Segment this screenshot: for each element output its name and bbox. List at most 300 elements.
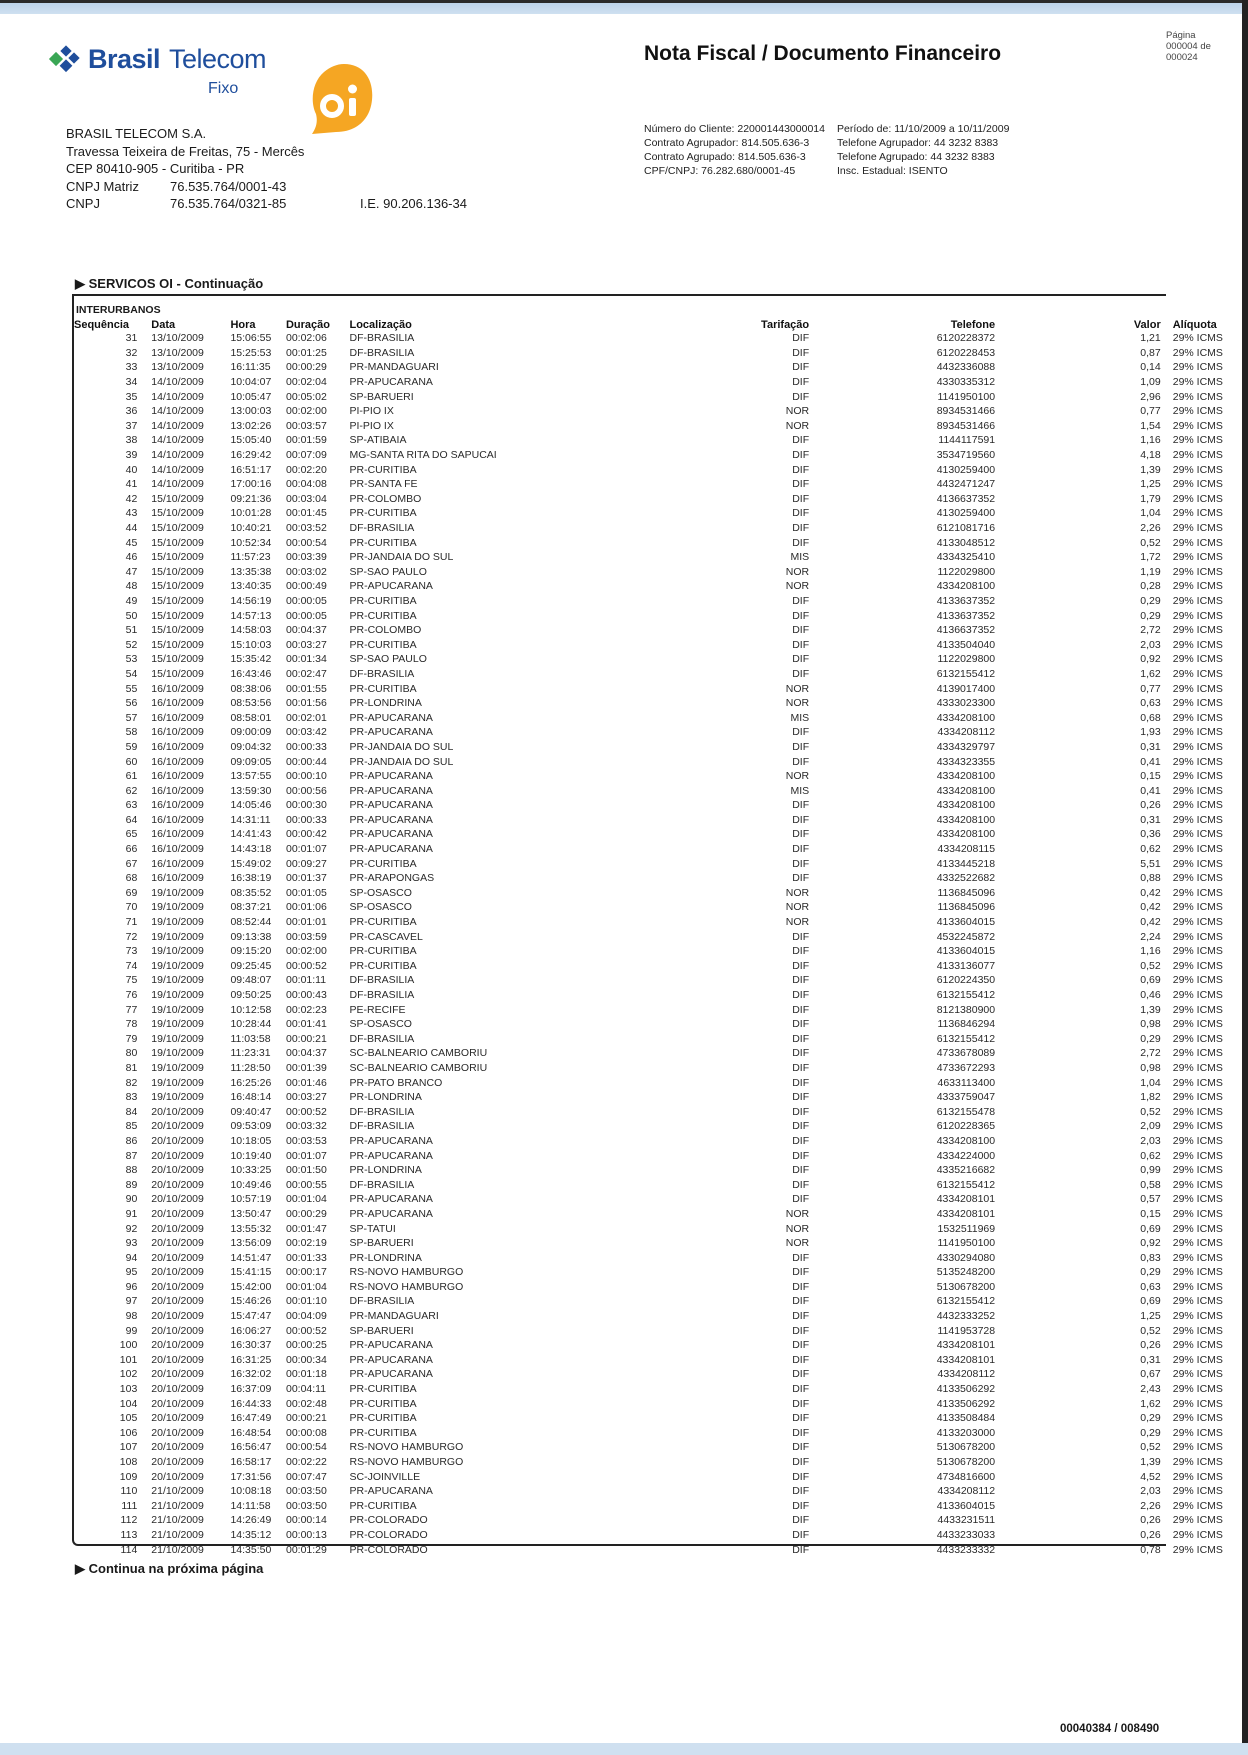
cell-sequencia: 63 — [125, 799, 138, 812]
cell-localizacao: PR-CURITIBA — [349, 594, 417, 607]
cell-sequencia: 36 — [125, 405, 138, 418]
cell-telefone: 4133604015 — [936, 945, 996, 958]
cell-tarifacao: NOR — [785, 580, 810, 593]
cell-telefone: 4334208112 — [937, 1368, 996, 1381]
cell-sequencia: 103 — [119, 1383, 138, 1396]
cell-duracao: 00:02:47 — [285, 667, 327, 680]
cell-valor: 1,82 — [1140, 1091, 1161, 1104]
cell-sequencia: 78 — [125, 1018, 138, 1031]
cell-duracao: 00:03:52 — [285, 522, 327, 535]
cell-aliquota: 29% ICMS — [1172, 1003, 1223, 1016]
client-info-left — [644, 122, 825, 178]
cell-duracao: 00:01:25 — [285, 346, 327, 359]
cell-hora: 09:21:36 — [230, 492, 272, 505]
cell-localizacao: DF-BRASILIA — [349, 1105, 415, 1118]
cell-sequencia: 33 — [125, 361, 138, 374]
table-row — [74, 827, 1248, 842]
cell-aliquota: 29% ICMS — [1172, 682, 1223, 695]
cell-tarifacao: DIF — [792, 1426, 810, 1439]
cell-tarifacao: NOR — [785, 770, 810, 783]
cell-sequencia: 94 — [125, 1251, 138, 1264]
cell-hora: 13:00:03 — [230, 405, 272, 418]
cell-data: 19/10/2009 — [151, 945, 204, 958]
cell-localizacao: PR-MANDAGUARI — [349, 1310, 439, 1323]
cell-tarifacao: NOR — [785, 419, 810, 432]
cell-valor: 2,09 — [1140, 1120, 1161, 1133]
cell-telefone: 4433231511 — [937, 1514, 996, 1527]
cell-valor: 0,29 — [1140, 1266, 1161, 1279]
cell-aliquota: 29% ICMS — [1172, 580, 1223, 593]
cell-sequencia: 113 — [120, 1528, 138, 1541]
cell-data: 20/10/2009 — [151, 1310, 204, 1323]
cell-hora: 15:46:26 — [230, 1295, 272, 1308]
table-row — [74, 740, 1248, 755]
cell-valor: 1,16 — [1140, 434, 1161, 447]
cell-localizacao: MG-SANTA RITA DO SAPUCAI — [349, 449, 497, 462]
table-row — [74, 1075, 1248, 1090]
cell-aliquota: 29% ICMS — [1172, 1528, 1223, 1541]
cell-duracao: 00:00:42 — [285, 828, 327, 841]
cell-data: 20/10/2009 — [151, 1251, 204, 1264]
cell-tarifacao: NOR — [785, 565, 810, 578]
table-row — [74, 783, 1248, 798]
cell-tarifacao: DIF — [792, 1514, 810, 1527]
cell-sequencia: 40 — [125, 463, 138, 476]
cell-data: 13/10/2009 — [151, 332, 204, 345]
cell-duracao: 00:01:11 — [285, 974, 327, 987]
cell-localizacao: SP-OSASCO — [349, 901, 412, 914]
cell-data: 14/10/2009 — [151, 449, 204, 462]
cell-telefone: 4334208101 — [936, 1193, 996, 1206]
cell-hora: 11:57:23 — [230, 551, 271, 564]
cell-sequencia: 83 — [125, 1091, 138, 1104]
cell-data: 15/10/2009 — [151, 594, 204, 607]
cell-hora: 13:57:55 — [230, 770, 272, 783]
cell-hora: 10:05:47 — [230, 390, 272, 403]
table-row — [74, 944, 1248, 959]
cell-aliquota: 29% ICMS — [1172, 1149, 1223, 1162]
cell-tarifacao: DIF — [792, 1091, 810, 1104]
cell-sequencia: 74 — [125, 959, 138, 972]
table-row — [74, 667, 1248, 682]
cell-tarifacao: DIF — [792, 1047, 810, 1060]
cell-telefone: 4335216682 — [936, 1164, 996, 1177]
cell-duracao: 00:01:18 — [285, 1368, 327, 1381]
cell-telefone: 4633113400 — [937, 1076, 996, 1089]
cell-sequencia: 73 — [125, 945, 138, 958]
cell-telefone: 8934531466 — [936, 419, 996, 432]
cell-sequencia: 101 — [119, 1353, 138, 1366]
cell-data: 14/10/2009 — [151, 405, 204, 418]
cell-aliquota: 29% ICMS — [1172, 478, 1223, 491]
cell-data: 16/10/2009 — [151, 843, 204, 856]
cell-duracao: 00:01:46 — [285, 1076, 327, 1089]
cell-telefone: 1141950100 — [937, 390, 996, 403]
cell-telefone: 4330294080 — [936, 1251, 996, 1264]
cell-valor: 0,31 — [1140, 1353, 1161, 1366]
cell-aliquota: 29% ICMS — [1172, 594, 1223, 607]
cell-telefone: 4334329797 — [936, 740, 996, 753]
cell-tarifacao: NOR — [785, 405, 810, 418]
cell-duracao: 00:00:34 — [285, 1353, 327, 1366]
cell-tarifacao: DIF — [792, 726, 810, 739]
cell-duracao: 00:03:39 — [285, 551, 327, 564]
cell-localizacao: DF-BRASILIA — [349, 1032, 415, 1045]
cell-duracao: 00:03:04 — [285, 492, 327, 505]
cell-telefone: 6132155478 — [936, 1105, 996, 1118]
cell-duracao: 00:04:37 — [285, 1047, 327, 1060]
cell-valor: 0,58 — [1140, 1178, 1161, 1191]
cell-valor: 2,03 — [1140, 1485, 1161, 1498]
triangle-right-icon: ▶ — [75, 1561, 89, 1576]
table-row — [74, 1323, 1248, 1338]
cell-sequencia: 45 — [125, 536, 138, 549]
cell-duracao: 00:07:47 — [285, 1470, 327, 1483]
cell-aliquota: 29% ICMS — [1172, 1470, 1223, 1483]
cell-localizacao: PR-CURITIBA — [349, 1426, 417, 1439]
cell-duracao: 00:00:21 — [285, 1412, 327, 1425]
cell-valor: 0,69 — [1140, 1222, 1161, 1235]
cell-localizacao: PR-CURITIBA — [349, 1499, 417, 1512]
cell-hora: 10:40:21 — [230, 522, 272, 535]
cell-duracao: 00:00:55 — [285, 1178, 327, 1191]
cell-sequencia: 48 — [125, 580, 138, 593]
cell-localizacao: PR-APUCARANA — [349, 843, 433, 856]
cell-localizacao: SP-BARUERI — [349, 390, 414, 403]
table-row — [74, 769, 1248, 784]
cell-hora: 16:48:54 — [230, 1426, 272, 1439]
cell-aliquota: 29% ICMS — [1172, 945, 1223, 958]
client-number: Número do Cliente: 220001443000014 — [644, 123, 825, 135]
cell-data: 19/10/2009 — [151, 930, 204, 943]
cell-telefone: 4334208100 — [936, 580, 996, 593]
cell-duracao: 00:03:27 — [285, 638, 327, 651]
cell-telefone: 5130678200 — [936, 1441, 996, 1454]
cell-data: 20/10/2009 — [151, 1222, 204, 1235]
cell-telefone: 1136845096 — [937, 901, 996, 914]
cell-sequencia: 37 — [125, 419, 138, 432]
cell-localizacao: RS-NOVO HAMBURGO — [349, 1456, 464, 1469]
cell-valor: 1,39 — [1140, 1003, 1161, 1016]
cell-data: 14/10/2009 — [151, 376, 204, 389]
cell-tarifacao: DIF — [792, 507, 810, 520]
cell-sequencia: 46 — [125, 551, 138, 564]
cell-data: 19/10/2009 — [151, 1076, 204, 1089]
cell-aliquota: 29% ICMS — [1172, 1018, 1223, 1031]
document-code: 00040384 / 008490 — [1060, 1723, 1160, 1735]
cell-valor: 0,98 — [1140, 1061, 1161, 1074]
cell-sequencia: 68 — [125, 872, 138, 885]
cell-hora: 10:12:58 — [230, 1003, 272, 1016]
cell-tarifacao: NOR — [785, 901, 810, 914]
cell-telefone: 4733672293 — [936, 1061, 996, 1074]
cell-sequencia: 64 — [125, 813, 138, 826]
cell-tarifacao: DIF — [792, 1339, 810, 1352]
oi-logo-icon — [306, 62, 376, 136]
cell-sequencia: 60 — [125, 755, 138, 768]
cell-tarifacao: DIF — [792, 1543, 810, 1556]
cell-telefone: 6120228453 — [936, 346, 996, 359]
cell-localizacao: PR-APUCARANA — [349, 828, 433, 841]
cell-sequencia: 57 — [125, 711, 138, 724]
cell-sequencia: 102 — [119, 1368, 138, 1381]
cell-valor: 0,29 — [1140, 1412, 1161, 1425]
cell-hora: 10:18:05 — [230, 1134, 272, 1147]
cell-data: 16/10/2009 — [151, 828, 204, 841]
cell-data: 14/10/2009 — [151, 463, 204, 476]
cell-aliquota: 29% ICMS — [1172, 1061, 1223, 1074]
table-row — [74, 1367, 1248, 1382]
cell-localizacao: SP-BARUERI — [349, 1237, 414, 1250]
cell-localizacao: PR-CURITIBA — [349, 609, 417, 622]
cell-tarifacao: DIF — [792, 1368, 810, 1381]
cell-localizacao: PR-APUCARANA — [349, 799, 433, 812]
cell-data: 21/10/2009 — [151, 1499, 204, 1512]
cell-valor: 0,52 — [1140, 1324, 1161, 1337]
cell-sequencia: 95 — [125, 1266, 138, 1279]
cell-hora: 08:53:56 — [230, 697, 272, 710]
cnpj-matriz-label: CNPJ Matriz — [66, 178, 139, 194]
cell-valor: 0,31 — [1140, 740, 1161, 753]
cell-tarifacao: NOR — [785, 682, 810, 695]
cell-tarifacao: DIF — [792, 376, 810, 389]
cell-telefone: 4133445218 — [936, 857, 996, 870]
cell-valor: 0,98 — [1140, 1018, 1161, 1031]
cell-valor: 4,52 — [1140, 1470, 1161, 1483]
cell-data: 20/10/2009 — [151, 1178, 204, 1191]
cell-aliquota: 29% ICMS — [1172, 463, 1223, 476]
cell-tarifacao: DIF — [792, 1018, 810, 1031]
cell-aliquota: 29% ICMS — [1172, 1441, 1223, 1454]
table-row — [74, 1061, 1248, 1076]
cell-sequencia: 96 — [125, 1280, 138, 1293]
cell-aliquota: 29% ICMS — [1172, 1456, 1223, 1469]
table-row — [74, 346, 1248, 361]
cell-localizacao: DF-BRASILIA — [349, 1295, 415, 1308]
cell-hora: 16:32:02 — [230, 1368, 272, 1381]
cell-localizacao: PR-CURITIBA — [349, 536, 417, 549]
cell-hora: 13:56:09 — [230, 1237, 272, 1250]
cell-hora: 15:06:55 — [230, 332, 272, 345]
cell-localizacao: PR-CASCAVEL — [349, 930, 423, 943]
cell-duracao: 00:02:48 — [285, 1397, 327, 1410]
cell-sequencia: 52 — [125, 638, 138, 651]
cell-tarifacao: DIF — [792, 653, 810, 666]
cell-valor: 0,52 — [1140, 1105, 1161, 1118]
scan-bottom-band — [0, 1743, 1248, 1755]
cell-hora: 14:26:49 — [230, 1514, 272, 1527]
cell-aliquota: 29% ICMS — [1172, 755, 1223, 768]
cell-sequencia: 108 — [119, 1456, 138, 1469]
cell-data: 20/10/2009 — [151, 1237, 204, 1250]
cell-tarifacao: DIF — [792, 1397, 810, 1410]
cell-tarifacao: NOR — [785, 697, 810, 710]
cell-duracao: 00:01:41 — [285, 1018, 327, 1031]
cell-telefone: 4133136077 — [936, 959, 996, 972]
cell-data: 16/10/2009 — [151, 697, 204, 710]
cell-telefone: 5135248200 — [936, 1266, 996, 1279]
cell-telefone: 6132155412 — [936, 1295, 996, 1308]
cell-sequencia: 114 — [120, 1543, 138, 1556]
cell-data: 16/10/2009 — [151, 799, 204, 812]
table-row — [74, 477, 1248, 492]
billing-period: Período de: 11/10/2009 a 10/11/2009 — [836, 123, 1010, 135]
cell-data: 15/10/2009 — [151, 638, 204, 651]
cell-duracao: 00:00:08 — [285, 1426, 327, 1439]
cell-duracao: 00:04:09 — [285, 1310, 327, 1323]
cell-hora: 15:05:40 — [230, 434, 272, 447]
cell-tarifacao: DIF — [792, 1324, 810, 1337]
cell-data: 20/10/2009 — [151, 1441, 204, 1454]
cell-aliquota: 29% ICMS — [1172, 507, 1223, 520]
cell-data: 20/10/2009 — [151, 1149, 204, 1162]
cell-duracao: 00:00:43 — [285, 989, 327, 1002]
cell-telefone: 1141953728 — [937, 1324, 996, 1337]
cell-hora: 10:04:07 — [230, 376, 272, 389]
cell-sequencia: 55 — [125, 682, 138, 695]
cell-valor: 0,26 — [1140, 1514, 1161, 1527]
cell-localizacao: PR-APUCARANA — [349, 1485, 433, 1498]
cell-telefone: 1122029800 — [937, 565, 996, 578]
cell-sequencia: 76 — [125, 989, 138, 1002]
cell-hora: 08:35:52 — [230, 886, 272, 899]
cell-telefone: 4139017400 — [936, 682, 996, 695]
cell-data: 20/10/2009 — [151, 1470, 204, 1483]
cell-data: 16/10/2009 — [151, 770, 204, 783]
cell-data: 14/10/2009 — [151, 390, 204, 403]
cell-tarifacao: DIF — [792, 740, 810, 753]
cell-data: 20/10/2009 — [151, 1412, 204, 1425]
table-row — [74, 1309, 1248, 1324]
cell-tarifacao: DIF — [792, 1193, 810, 1206]
cell-localizacao: PR-APUCARANA — [349, 784, 433, 797]
cell-aliquota: 29% ICMS — [1172, 376, 1223, 389]
cell-valor: 2,96 — [1140, 390, 1161, 403]
cell-aliquota: 29% ICMS — [1172, 974, 1223, 987]
cell-valor: 0,83 — [1140, 1251, 1161, 1264]
cell-aliquota: 29% ICMS — [1172, 1295, 1223, 1308]
table-row — [74, 973, 1248, 988]
cell-sequencia: 88 — [125, 1164, 138, 1177]
cell-localizacao: SP-SAO PAULO — [349, 653, 427, 666]
cell-aliquota: 29% ICMS — [1172, 886, 1223, 899]
table-row — [74, 929, 1248, 944]
cell-hora: 08:37:21 — [230, 901, 272, 914]
cell-duracao: 00:02:06 — [285, 332, 327, 345]
cell-telefone: 4334208112 — [937, 1485, 996, 1498]
cell-aliquota: 29% ICMS — [1172, 828, 1223, 841]
cell-duracao: 00:03:50 — [285, 1499, 327, 1512]
cell-aliquota: 29% ICMS — [1172, 609, 1223, 622]
cell-aliquota: 29% ICMS — [1172, 1514, 1223, 1527]
cell-sequencia: 91 — [125, 1207, 138, 1220]
cell-data: 20/10/2009 — [151, 1134, 204, 1147]
cell-sequencia: 77 — [125, 1003, 138, 1016]
cell-localizacao: PR-LONDRINA — [349, 697, 422, 710]
cell-valor: 0,87 — [1140, 346, 1161, 359]
table-row — [74, 608, 1248, 623]
company-info — [66, 125, 467, 213]
cell-data: 16/10/2009 — [151, 682, 204, 695]
cell-aliquota: 29% ICMS — [1172, 1076, 1223, 1089]
cell-aliquota: 29% ICMS — [1172, 857, 1223, 870]
cell-localizacao: PR-CURITIBA — [349, 959, 417, 972]
cell-sequencia: 58 — [125, 726, 138, 739]
cell-hora: 09:48:07 — [230, 974, 272, 987]
cell-localizacao: SP-TATUI — [349, 1222, 396, 1235]
table-row — [74, 1265, 1248, 1280]
cell-tarifacao: DIF — [792, 1003, 810, 1016]
cell-localizacao: RS-NOVO HAMBURGO — [349, 1266, 464, 1279]
cell-sequencia: 38 — [125, 434, 138, 447]
cell-valor: 0,42 — [1140, 916, 1161, 929]
cell-telefone: 1532511969 — [937, 1222, 996, 1235]
section-title: ▶ SERVICOS OI - Continuação — [75, 276, 264, 291]
cell-telefone: 4432333252 — [936, 1310, 996, 1323]
cell-data: 19/10/2009 — [151, 1018, 204, 1031]
cell-sequencia: 31 — [125, 332, 138, 345]
cell-duracao: 00:02:00 — [285, 405, 327, 418]
cell-valor: 0,92 — [1140, 653, 1161, 666]
cell-localizacao: PR-LONDRINA — [349, 1251, 422, 1264]
cell-hora: 14:05:46 — [230, 799, 272, 812]
cell-data: 15/10/2009 — [151, 507, 204, 520]
cell-aliquota: 29% ICMS — [1172, 653, 1223, 666]
company-cep: CEP 80410-905 - Curitiba - PR — [66, 161, 245, 176]
cell-data: 19/10/2009 — [151, 1061, 204, 1074]
cell-aliquota: 29% ICMS — [1172, 361, 1223, 374]
cell-telefone: 4133506292 — [936, 1383, 996, 1396]
cell-hora: 14:58:03 — [230, 624, 272, 637]
cell-telefone: 4334208100 — [936, 813, 996, 826]
cell-sequencia: 39 — [125, 449, 138, 462]
cell-telefone: 1141950100 — [937, 1237, 996, 1250]
cell-localizacao: PR-LONDRINA — [349, 1091, 422, 1104]
calls-table — [74, 318, 1248, 1557]
cnpj-value: 76.535.764/0321-85 — [170, 196, 287, 211]
cell-sequencia: 53 — [125, 653, 138, 666]
cell-localizacao: PR-CURITIBA — [349, 945, 417, 958]
cell-valor: 1,25 — [1140, 478, 1161, 491]
cell-hora: 16:11:35 — [230, 361, 271, 374]
cell-telefone: 1136845096 — [937, 886, 996, 899]
cell-tarifacao: DIF — [792, 609, 810, 622]
cell-valor: 2,03 — [1140, 638, 1161, 651]
cell-localizacao: PR-CURITIBA — [349, 857, 417, 870]
cell-telefone: 4334208100 — [936, 784, 996, 797]
table-row — [74, 1134, 1248, 1149]
cell-aliquota: 29% ICMS — [1172, 916, 1223, 929]
cell-telefone: 4334208101 — [936, 1339, 996, 1352]
cell-data: 21/10/2009 — [151, 1485, 204, 1498]
cell-sequencia: 92 — [125, 1222, 138, 1235]
cell-data: 15/10/2009 — [151, 580, 204, 593]
cell-localizacao: PR-CURITIBA — [349, 638, 417, 651]
cell-duracao: 00:00:54 — [285, 536, 327, 549]
cell-duracao: 00:03:59 — [285, 930, 327, 943]
cell-tarifacao: DIF — [792, 857, 810, 870]
client-info — [644, 122, 1009, 178]
cell-aliquota: 29% ICMS — [1172, 1339, 1223, 1352]
cell-aliquota: 29% ICMS — [1172, 1134, 1223, 1147]
cell-hora: 15:35:42 — [230, 653, 272, 666]
cell-aliquota: 29% ICMS — [1172, 1397, 1223, 1410]
cell-duracao: 00:03:42 — [285, 726, 327, 739]
cell-hora: 11:28:50 — [230, 1061, 271, 1074]
cell-valor: 0,42 — [1140, 886, 1161, 899]
table-row — [74, 681, 1248, 696]
table-row — [74, 871, 1248, 886]
